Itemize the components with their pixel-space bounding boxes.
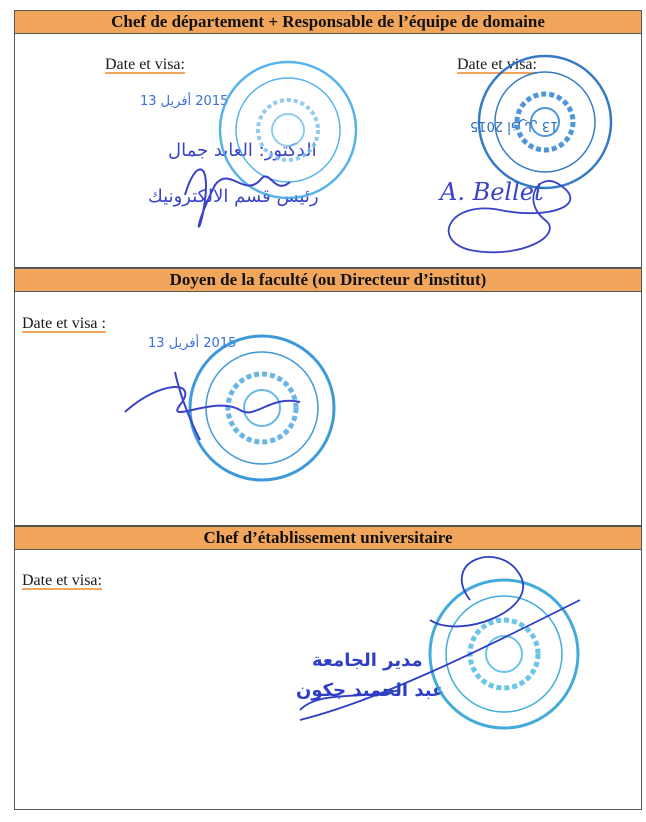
stamp-date: 2015 أفريل 13 xyxy=(148,336,237,351)
section-title: Doyen de la faculté (ou Directeur d’institut) xyxy=(169,270,487,289)
section-header xyxy=(15,269,641,292)
section-title: Chef de département + Responsable de l’équipe de domaine xyxy=(111,12,545,31)
section-header xyxy=(15,527,641,550)
section-title: Chef d’établissement universitaire xyxy=(203,528,453,547)
signatory-name-left: الدكتور: العابد جمال xyxy=(168,140,317,161)
stamp-date-left: 2015 أفريل 13 xyxy=(140,94,229,109)
section-dean xyxy=(14,268,642,526)
date-visa-label-right: Date et visa: xyxy=(457,56,537,73)
stamp-date-right: 2015 أفريل 13 xyxy=(470,118,559,133)
date-visa-label: Date et visa: xyxy=(22,572,102,589)
signature-right: A. Bellet xyxy=(440,178,544,206)
signatory-title-left: رئيس قسم الالكترونيك xyxy=(148,186,319,207)
section-department xyxy=(14,10,642,268)
section-header xyxy=(15,11,641,34)
date-visa-label-left: Date et visa: xyxy=(105,56,185,73)
director-name: عبد الحميد جكون xyxy=(296,680,445,701)
director-title: مدير الجامعة xyxy=(312,650,423,671)
date-visa-label: Date et visa : xyxy=(22,315,106,332)
